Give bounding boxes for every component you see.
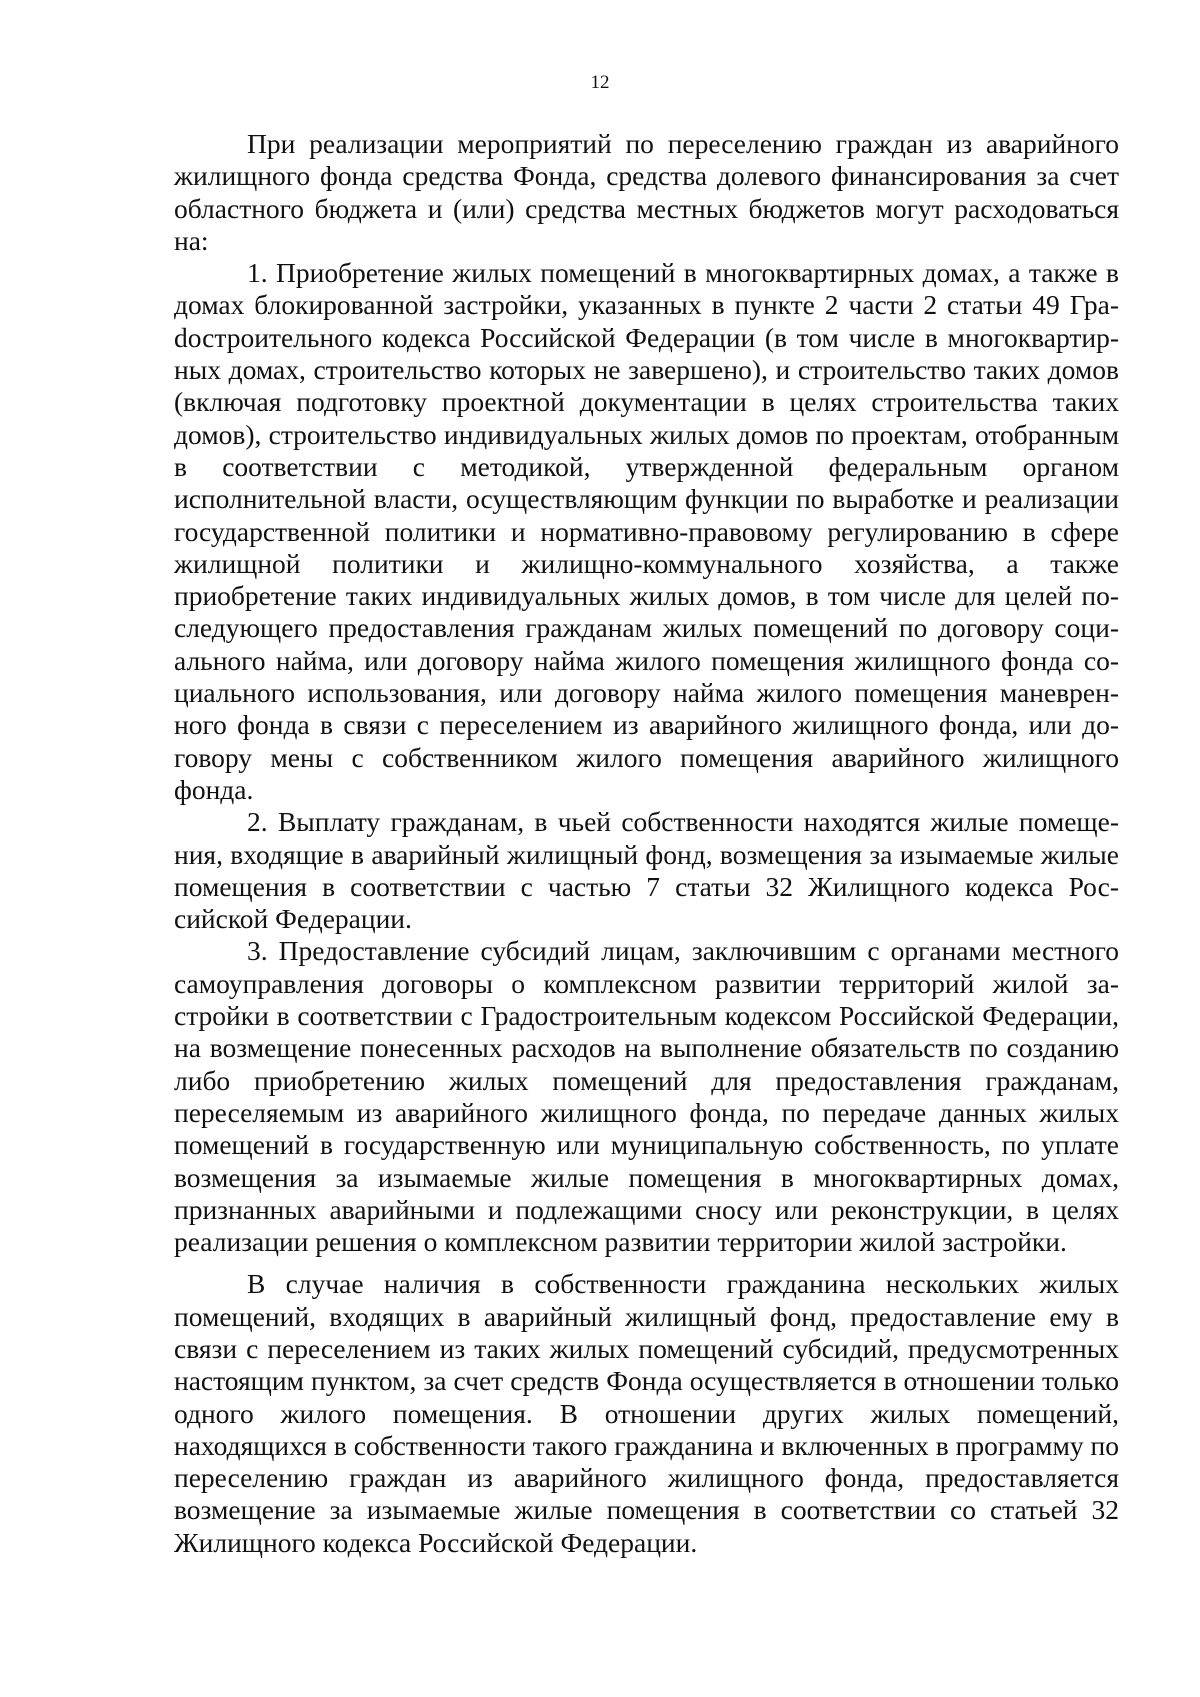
page-number: 12 (590, 72, 610, 93)
item-1-paragraph: 1. Приобретение жилых помещений в многоквартирных домах, а также в домах блокированной застройки, указанных в пункте 2 части 2 статьи 49 Граdостроительного кодекса Российской Федерации (в том числе в многоквартирных домах, строительство которых не завершено), и строительство таких домов (включая подготовку проектной документации в целях строительства таких домов), строительство индивидуальных жилых домов по проектам, отобранным в соответствии с методикой, утвержденной федеральным органом исполнительной власти, осуществляющим функции по выработке и реализации государственной политики и нормативно-правовому регулированию в сфере жилищной политики и жилищно-коммунального хозяйства, а также приобретение таких индивидуальных жилых домов, в том числе для целей последующего предоставления гражданам жилых помещений по договору социального найма, или договору найма жилого помещения жилищного фонда социального использования, или договору найма жилого помещения маневренного фонда в связи с переселением из аварийного жилищного фонда, или договору мены с собственником жилого помещения аварийного жилищного фонда. (174, 257, 1119, 805)
item-3-paragraph: 3. Предоставление субсидий лицам, заключившим с органами местного самоуправления договоры о комплексном развитии территорий жилой застройки в соответствии с Градостроительным кодексом Российской Федерации, на возмещение понесенных расходов на выполнение обязательств по созданию либо приобретению жилых помещений для предоставления гражданам, переселяемым из аварийного жилищного фонда, по передаче данных жилых помещений в государственную или муниципальную собственность, по уплате возмещения за изымаемые жилые помещения в многоквартирных домах, признанных аварийными и подлежащими сносу или реконструкции, в целях реализации решения о комплексном развитии территории жилой застройки. (174, 935, 1119, 1258)
intro-paragraph: При реализации мероприятий по переселению граждан из аварийного жилищного фонда средства Фонда, средства долевого финансирования за счет областного бюджета и (или) средства местных бюджетов могут расходоваться на: (174, 128, 1119, 256)
item-2-paragraph: 2. Выплату гражданам, в чьей собственности находятся жилые помещения, входящие в аварийный жилищный фонд, возмещения за изымаемые жилые помещения в соответствии с частью 7 статьи 32 Жилищного кодекса Российской Федерации. (174, 806, 1119, 935)
closing-paragraph: В случае наличия в собственности гражданина нескольких жилых помещений, входящих в аварийный жилищный фонд, предоставление ему в связи с переселением из таких жилых помещений субсидий, предусмотренных настоящим пунктом, за счет средств Фонда осуществляется в отношении только одного жилого помещения. В отношении других жилых помещений, находящихся в собственности такого гражданина и включенных в программу по переселению граждан из аварийного жилищного фонда, предоставляется возмещение за изымаемые жилые помещения в соответствии со статьей 32 Жилищного кодекса Российской Федерации. (174, 1268, 1119, 1558)
document-body (174, 128, 1119, 1559)
